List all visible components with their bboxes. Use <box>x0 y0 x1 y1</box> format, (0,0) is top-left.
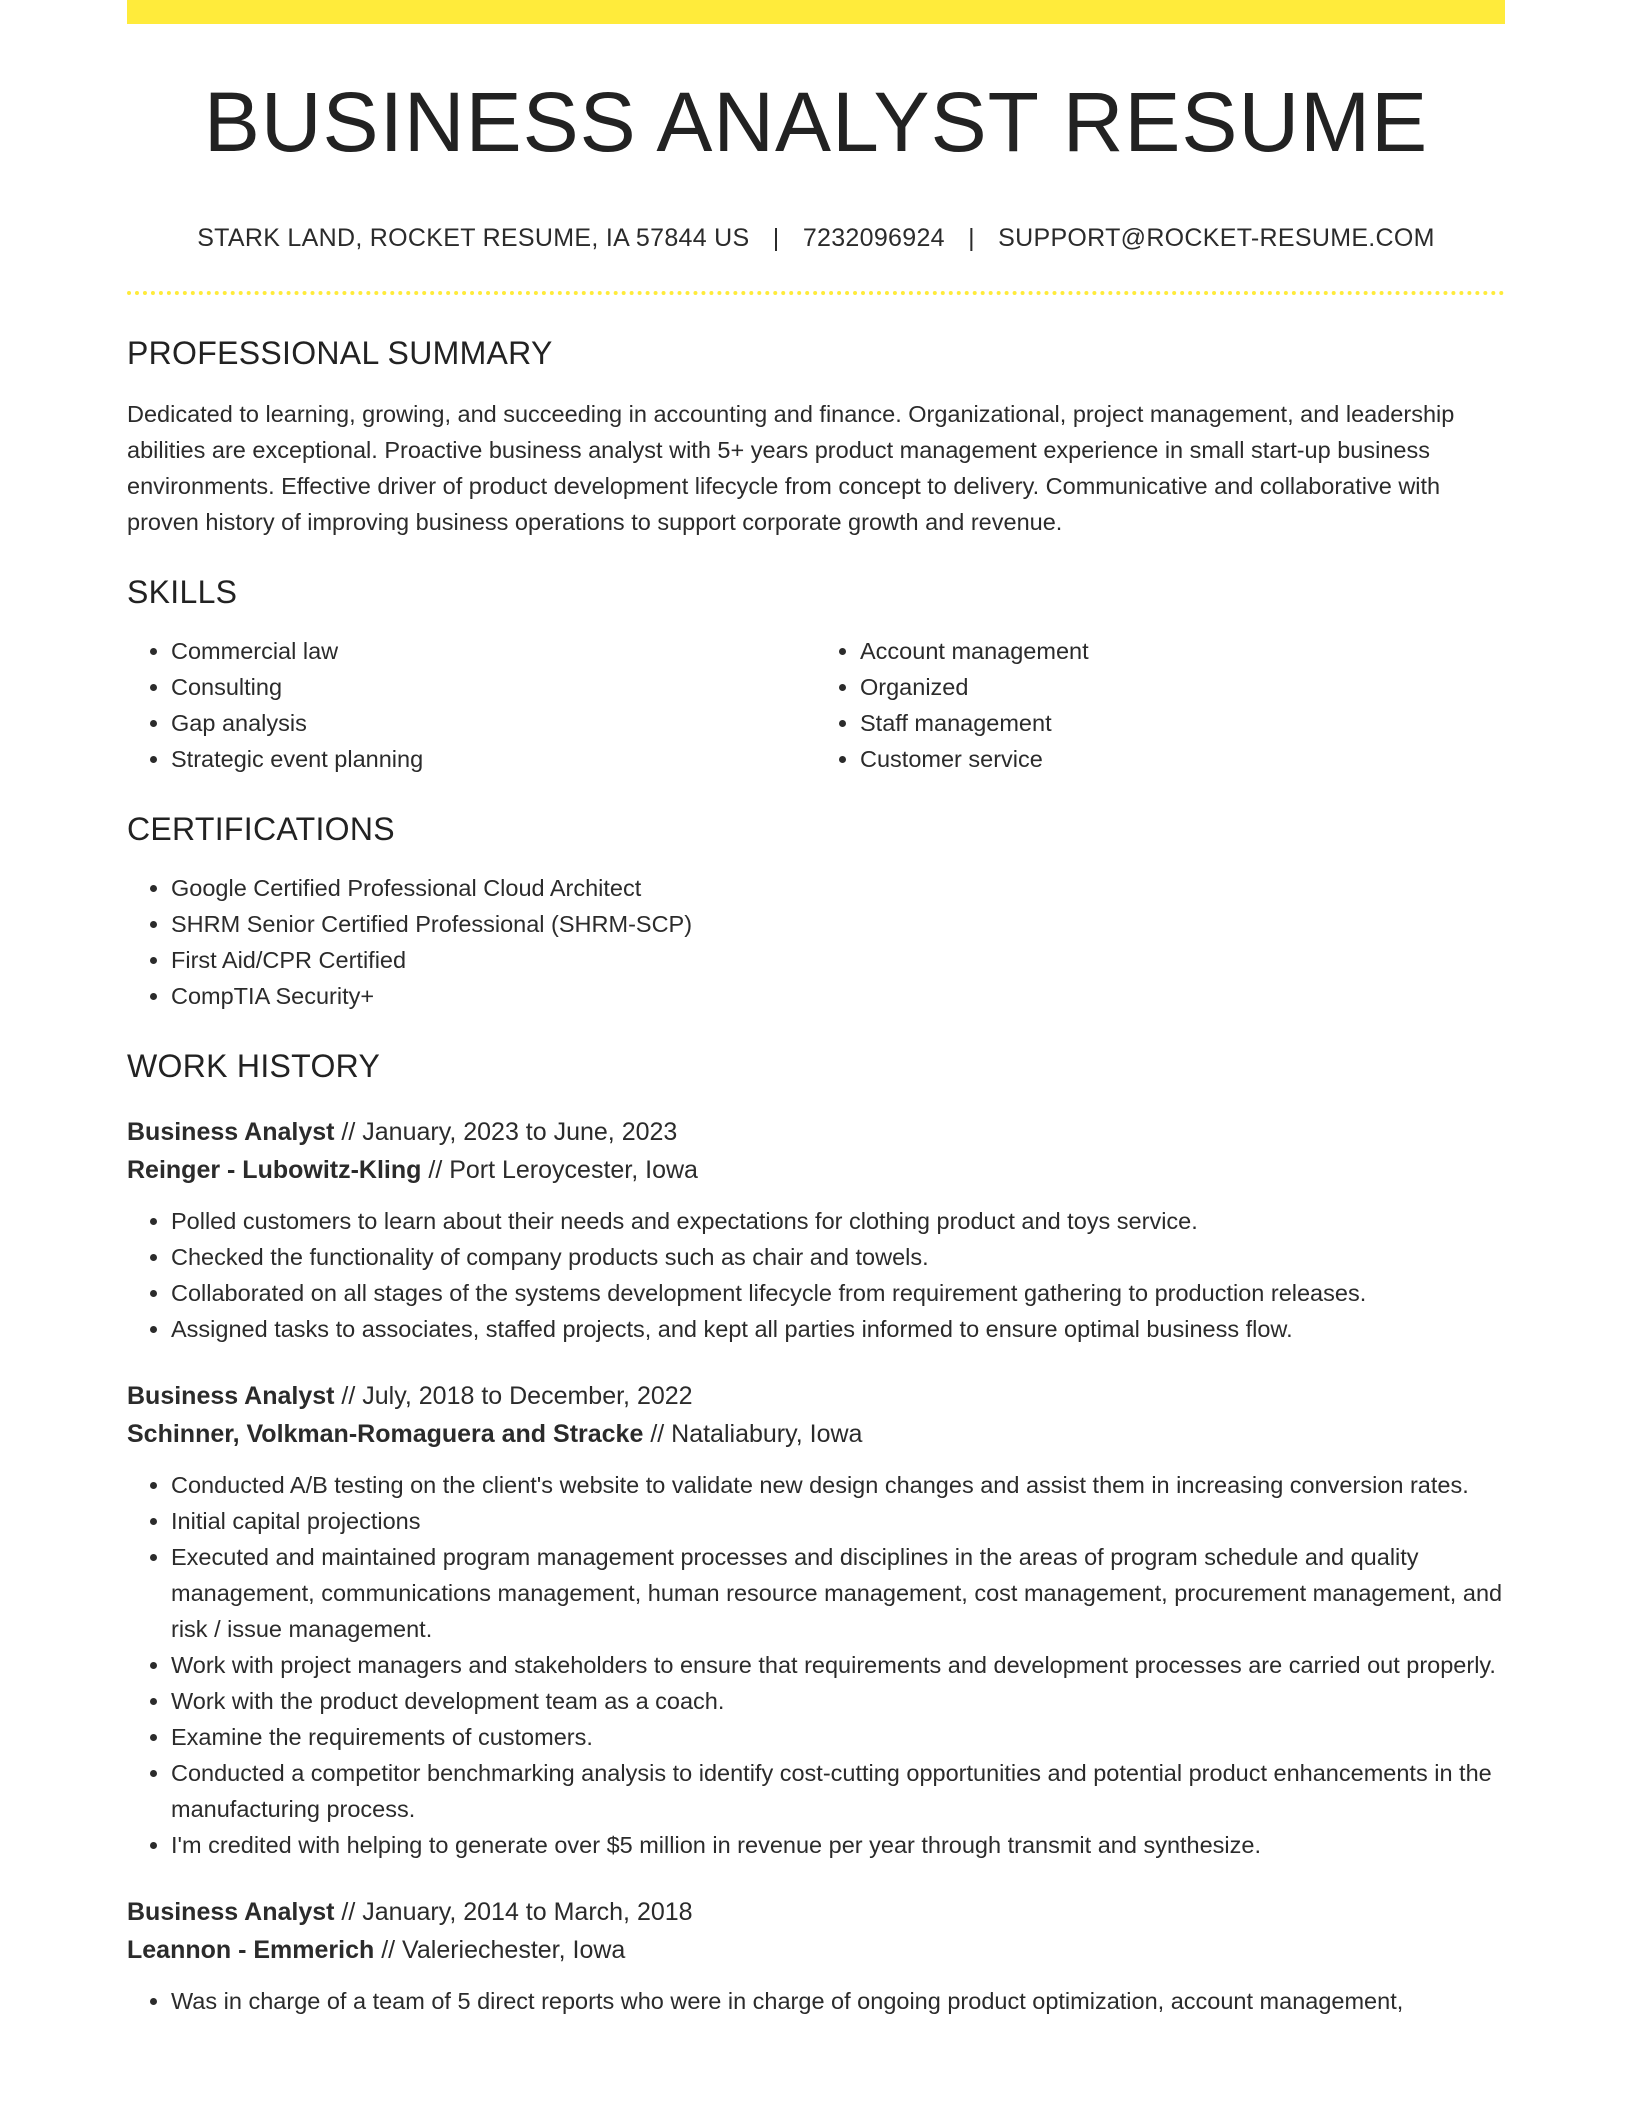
skills-section <box>127 574 1505 777</box>
job-location: // Valeriechester, Iowa <box>374 1936 626 1964</box>
job-bullet: • Work with the product development team as a coach. <box>171 1683 1505 1719</box>
job-bullets <box>127 1983 1505 2019</box>
job-title-line <box>127 1377 1505 1415</box>
job-bullet: • I'm credited with helping to generate over $5 million in revenue per year through transmit and synthesize. <box>171 1827 1505 1863</box>
contact-phone: 7232096924 <box>802 224 945 252</box>
job-company-line <box>127 1151 1505 1189</box>
contact-separator: | <box>772 224 780 252</box>
job-bullet: • Was in charge of a team of 5 direct reports who were in charge of ongoing product optimization, account management, <box>171 1983 1505 2019</box>
contact-address: STARK LAND, ROCKET RESUME, IA 57844 US <box>197 224 750 252</box>
job-title-line <box>127 1113 1505 1151</box>
job-entry <box>127 1893 1505 2019</box>
job-bullets <box>127 1203 1505 1347</box>
job-dates: // January, 2023 to June, 2023 <box>334 1118 678 1146</box>
skill-item: • Commercial law <box>171 633 816 669</box>
job-bullet: • Conducted A/B testing on the client's website to validate new design changes and assist them in increasing conversion rates. <box>171 1467 1505 1503</box>
job-bullet: • Examine the requirements of customers. <box>171 1719 1505 1755</box>
certifications-section <box>127 811 1505 1014</box>
skills-list-left <box>127 633 816 777</box>
certification-item: • SHRM Senior Certified Professional (SHRM-SCP) <box>171 906 1505 942</box>
skill-item: • Account management <box>860 633 1505 669</box>
contact-email: SUPPORT@ROCKET-RESUME.COM <box>998 224 1435 252</box>
job-company: Leannon - Emmerich <box>127 1936 375 1964</box>
certification-item: • Google Certified Professional Cloud Architect <box>171 870 1505 906</box>
job-location: // Port Leroycester, Iowa <box>421 1156 698 1184</box>
job-entry <box>127 1377 1505 1863</box>
job-bullet: • Work with project managers and stakeholders to ensure that requirements and development processes are carried out properly. <box>171 1647 1505 1683</box>
page-title: BUSINESS ANALYST RESUME <box>203 75 1429 169</box>
job-entry <box>127 1113 1505 1347</box>
job-bullet: • Assigned tasks to associates, staffed projects, and kept all parties informed to ensure optimal business flow. <box>171 1311 1505 1347</box>
job-bullet: • Polled customers to learn about their needs and expectations for clothing product and toys service. <box>171 1203 1505 1239</box>
summary-text: Dedicated to learning, growing, and succeeding in accounting and finance. Organizational, project management, and leadership abilities are exceptional. Proactive business analyst with 5+ years product management experience in small start-up business environments. Effective driver of product development lifecycle from concept to delivery. Communicative and collaborative with proven history of improving business operations to support corporate growth and revenue. <box>127 401 1455 535</box>
resume-page <box>127 0 1505 2019</box>
skills-columns <box>127 633 1505 777</box>
job-company-line <box>127 1415 1505 1453</box>
job-company: Reinger - Lubowitz-Kling <box>127 1156 422 1184</box>
skill-item: • Staff management <box>860 705 1505 741</box>
job-title: Business Analyst <box>127 1382 335 1410</box>
skills-heading: SKILLS <box>127 574 238 610</box>
skill-item: • Gap analysis <box>171 705 816 741</box>
job-bullet: • Conducted a competitor benchmarking analysis to identify cost-cutting opportunities and potential product enhancements in the manufacturing process. <box>171 1755 1505 1827</box>
job-company: Schinner, Volkman-Romaguera and Stracke <box>127 1420 644 1448</box>
job-title: Business Analyst <box>127 1898 335 1926</box>
summary-heading: PROFESSIONAL SUMMARY <box>127 335 553 371</box>
contact-line <box>127 224 1505 253</box>
job-bullet: • Collaborated on all stages of the systems development lifecycle from requirement gathering to production releases. <box>171 1275 1505 1311</box>
certifications-heading: CERTIFICATIONS <box>127 811 395 847</box>
top-accent-bar <box>127 0 1505 24</box>
job-company-line <box>127 1931 1505 1969</box>
job-bullet: • Executed and maintained program management processes and disciplines in the areas of program schedule and quality management, communications management, human resource management, cost management, procurement management, and risk / issue management. <box>171 1539 1505 1647</box>
job-bullet: • Initial capital projections <box>171 1503 1505 1539</box>
certification-item: • CompTIA Security+ <box>171 978 1505 1014</box>
job-bullet: • Checked the functionality of company products such as chair and towels. <box>171 1239 1505 1275</box>
contact-separator: | <box>968 224 975 252</box>
certification-item: • First Aid/CPR Certified <box>171 942 1505 978</box>
dotted-divider <box>127 291 1505 295</box>
job-title: Business Analyst <box>127 1118 335 1146</box>
skill-item: • Customer service <box>860 741 1505 777</box>
certifications-list <box>127 870 1505 1014</box>
skill-item: • Consulting <box>171 669 816 705</box>
job-location: // Nataliabury, Iowa <box>643 1420 863 1448</box>
skills-list-right <box>816 633 1505 777</box>
work-history-section <box>127 1048 1505 2019</box>
job-dates: // January, 2014 to March, 2018 <box>334 1898 693 1926</box>
skill-item: • Strategic event planning <box>171 741 816 777</box>
work-history-heading: WORK HISTORY <box>127 1048 381 1084</box>
job-bullets <box>127 1467 1505 1863</box>
skill-item: • Organized <box>860 669 1505 705</box>
job-dates: // July, 2018 to December, 2022 <box>334 1382 693 1410</box>
job-title-line <box>127 1893 1505 1931</box>
summary-section <box>127 335 1505 540</box>
